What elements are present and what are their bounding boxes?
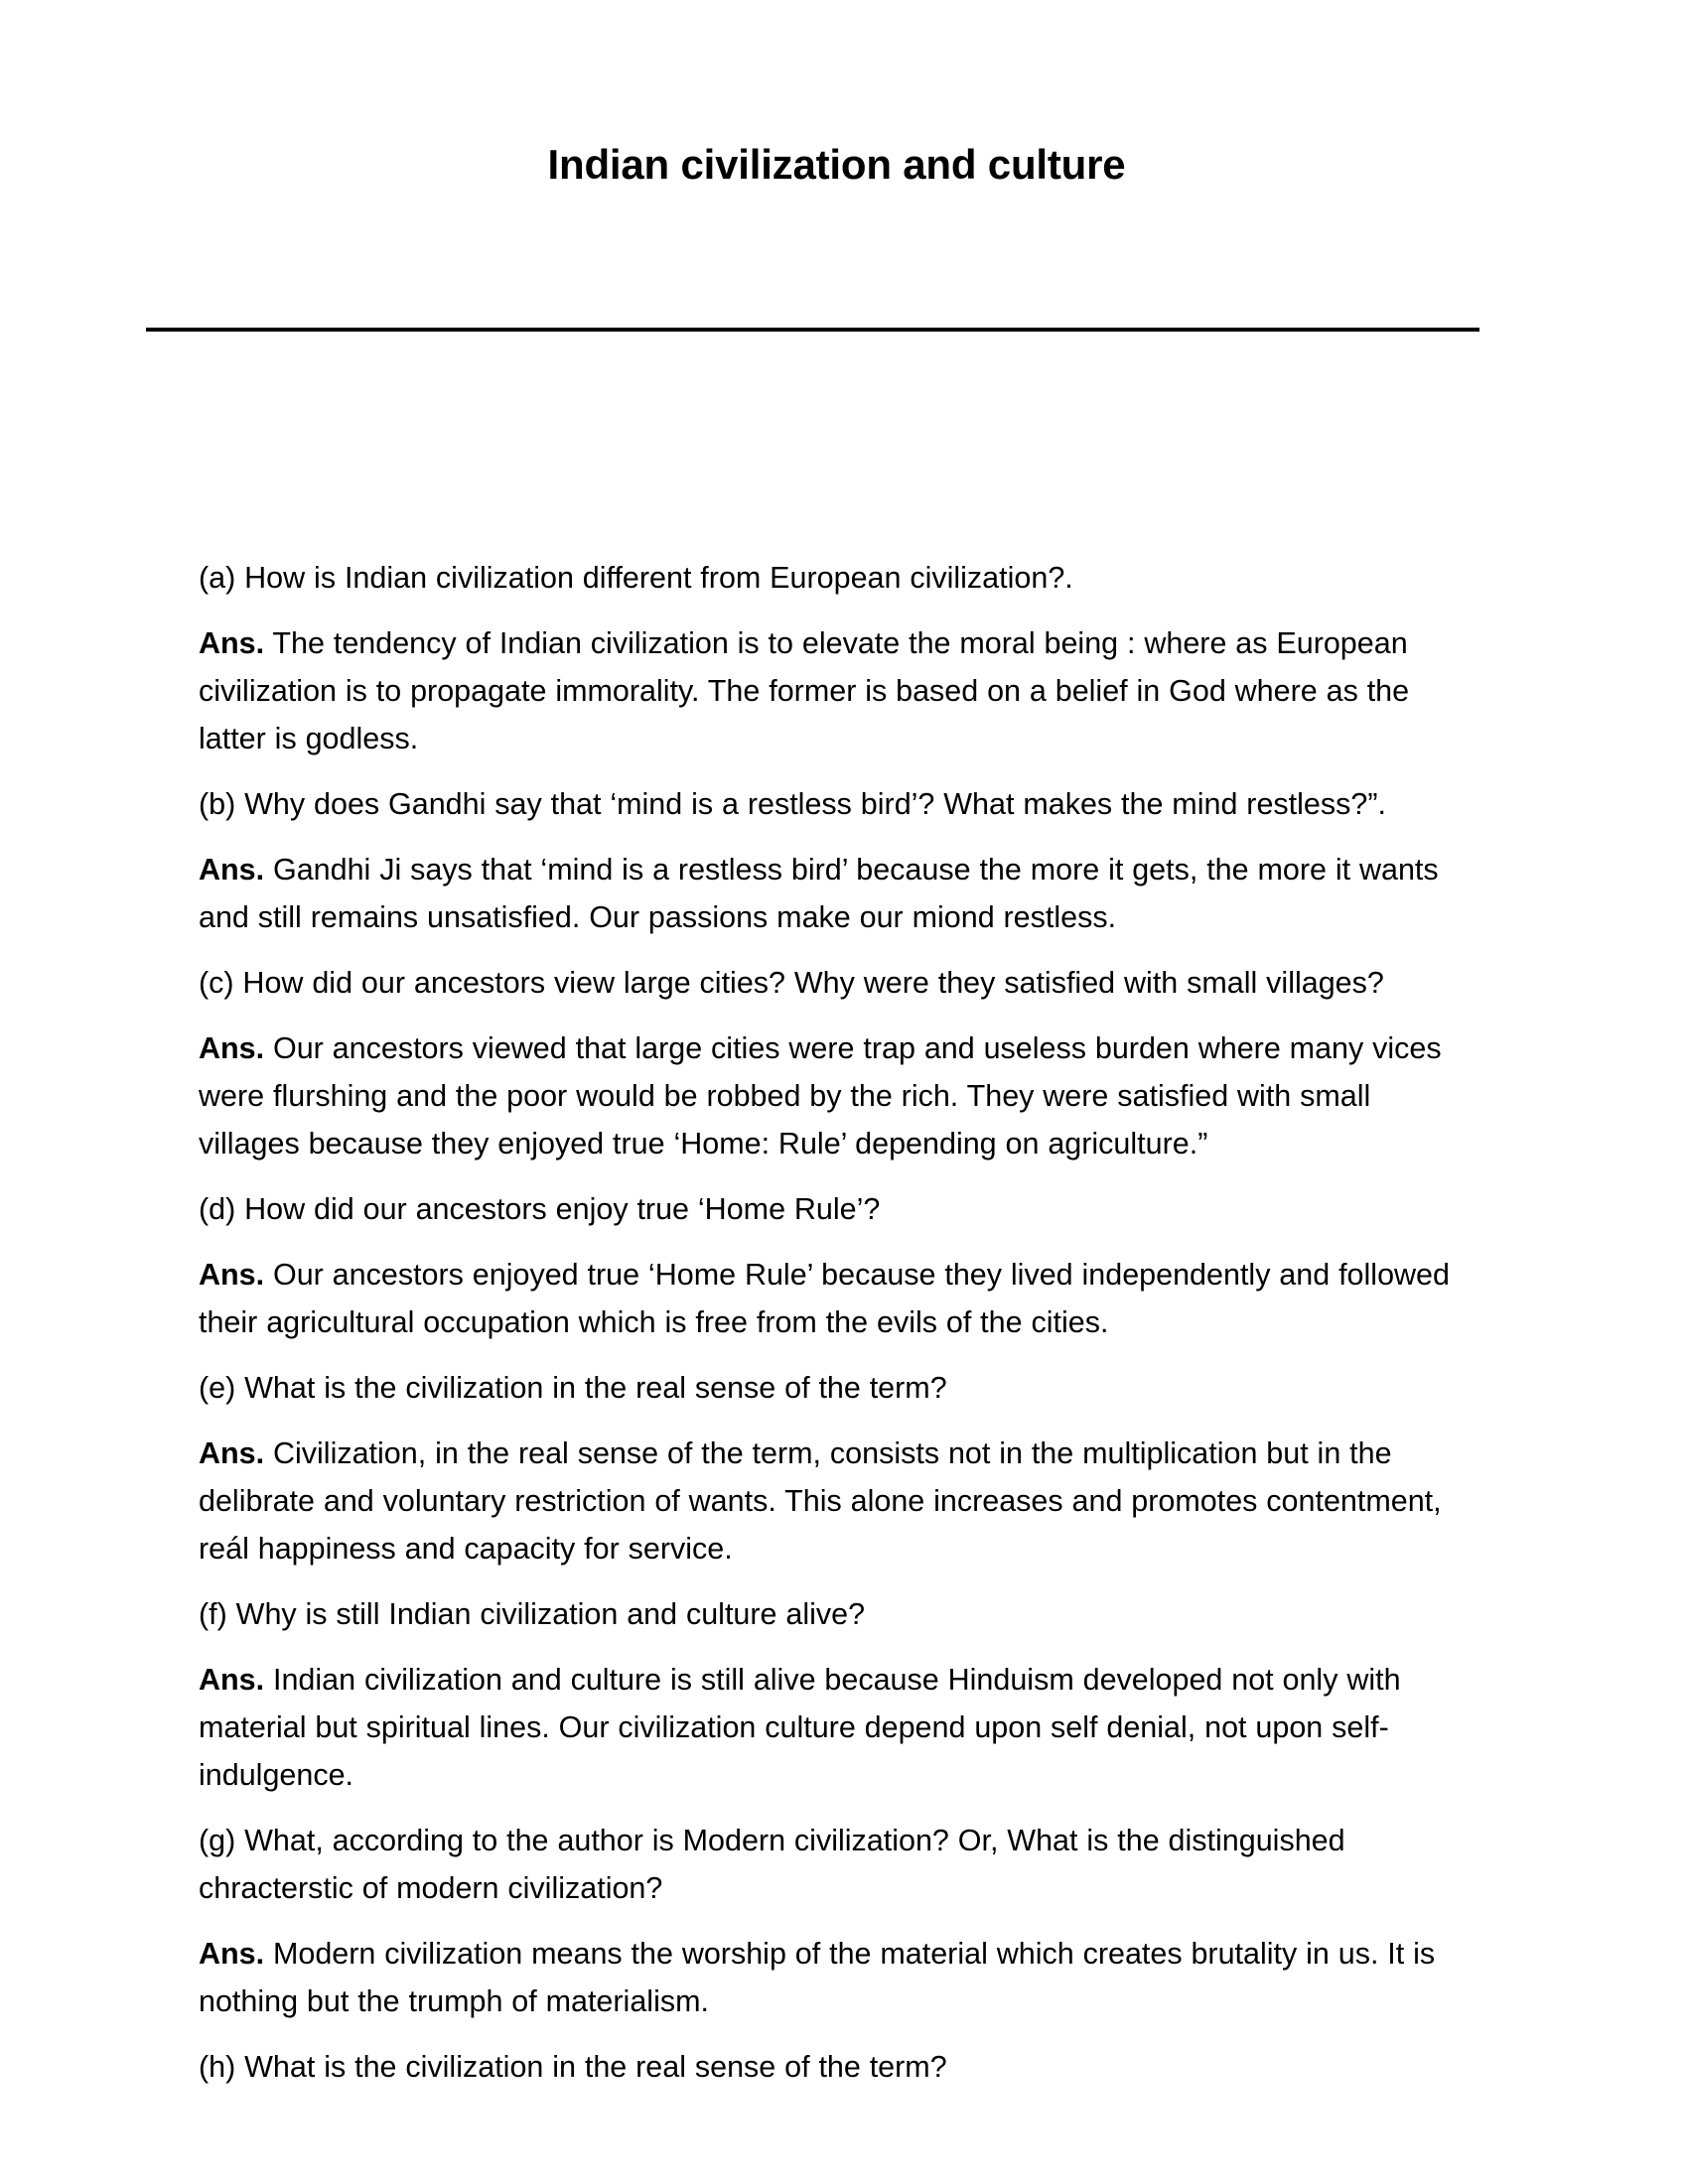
answer-text [199, 1930, 1475, 2043]
answer-label: Ans. [199, 852, 265, 887]
answer-text [199, 1430, 1475, 1590]
answer-label: Ans. [199, 1030, 265, 1065]
answer-body: Indian civilization and culture is still alive because Hinduism developed not only with material but spiritual lines. Our civilization culture depend upon self denial, not upon self-indulgence. [199, 1662, 1401, 1792]
qa-block [199, 1590, 1475, 1817]
page-title: Indian civilization and culture [547, 141, 1126, 188]
answer-text [199, 846, 1475, 959]
qa-block [199, 2043, 1475, 2109]
question-text: (g) What, according to the author is Modern civilization? Or, What is the distinguished chracterstic of modern civilization? [199, 1823, 1345, 1905]
question-text: (a) How is Indian civilization different from European civilization?. [199, 560, 1073, 595]
answer-body: Civilization, in the real sense of the term, consists not in the multiplication but in the delibrate and voluntary restriction of wants. This alone increases and promotes contentment, reál happiness and capacity for service. [199, 1435, 1442, 1566]
answer-text [199, 619, 1475, 780]
qa-block [199, 780, 1475, 959]
question-text: (c) How did our ancestors view large cities? Why were they satisfied with small villages? [199, 965, 1384, 1000]
answer-body: Gandhi Ji says that ‘mind is a restless bird’ because the more it gets, the more it wants and still remains unsatisfied. Our passions make our miond restless. [199, 852, 1439, 934]
answer-body: Modern civilization means the worship of the material which creates brutality in us. It is nothing but the trumph of materialism. [199, 1936, 1436, 2018]
question-text: (e) What is the civilization in the real sense of the term? [199, 1370, 947, 1405]
answer-label: Ans. [199, 1662, 265, 1697]
document-content [199, 0, 1475, 2109]
answer-label: Ans. [199, 625, 265, 660]
question-text: (f) Why is still Indian civilization and culture alive? [199, 1596, 866, 1631]
answer-text [199, 1656, 1475, 1817]
qa-block [199, 1817, 1475, 2043]
qa-block [199, 554, 1475, 780]
title-divider [146, 328, 1479, 332]
question-text: (h) What is the civilization in the real sense of the term? [199, 2049, 947, 2084]
answer-body: The tendency of Indian civilization is to elevate the moral being : where as European civilization is to propagate immorality. The former is based on a belief in God where as the latter is godless. [199, 625, 1410, 755]
qa-block [199, 1185, 1475, 1364]
answer-label: Ans. [199, 1936, 265, 1971]
question-text: (d) How did our ancestors enjoy true ‘Home Rule’? [199, 1191, 881, 1226]
answer-text [199, 1024, 1475, 1185]
question-answer-list [199, 192, 1475, 2109]
answer-label: Ans. [199, 1257, 265, 1292]
answer-label: Ans. [199, 1435, 265, 1470]
answer-body: Our ancestors viewed that large cities were trap and useless burden where many vices were flurshing and the poor would be robbed by the rich. They were satisfied with small villages because they enjoyed true ‘Home: Rule’ depending on agriculture.” [199, 1030, 1442, 1160]
answer-body: Our ancestors enjoyed true ‘Home Rule’ because they lived independently and followed their agricultural occupation which is free from the evils of the cities. [199, 1257, 1450, 1339]
question-text: (b) Why does Gandhi say that ‘mind is a restless bird’? What makes the mind restless?”. [199, 786, 1386, 821]
answer-text [199, 1251, 1475, 1364]
qa-block [199, 959, 1475, 1185]
qa-block [199, 1364, 1475, 1590]
